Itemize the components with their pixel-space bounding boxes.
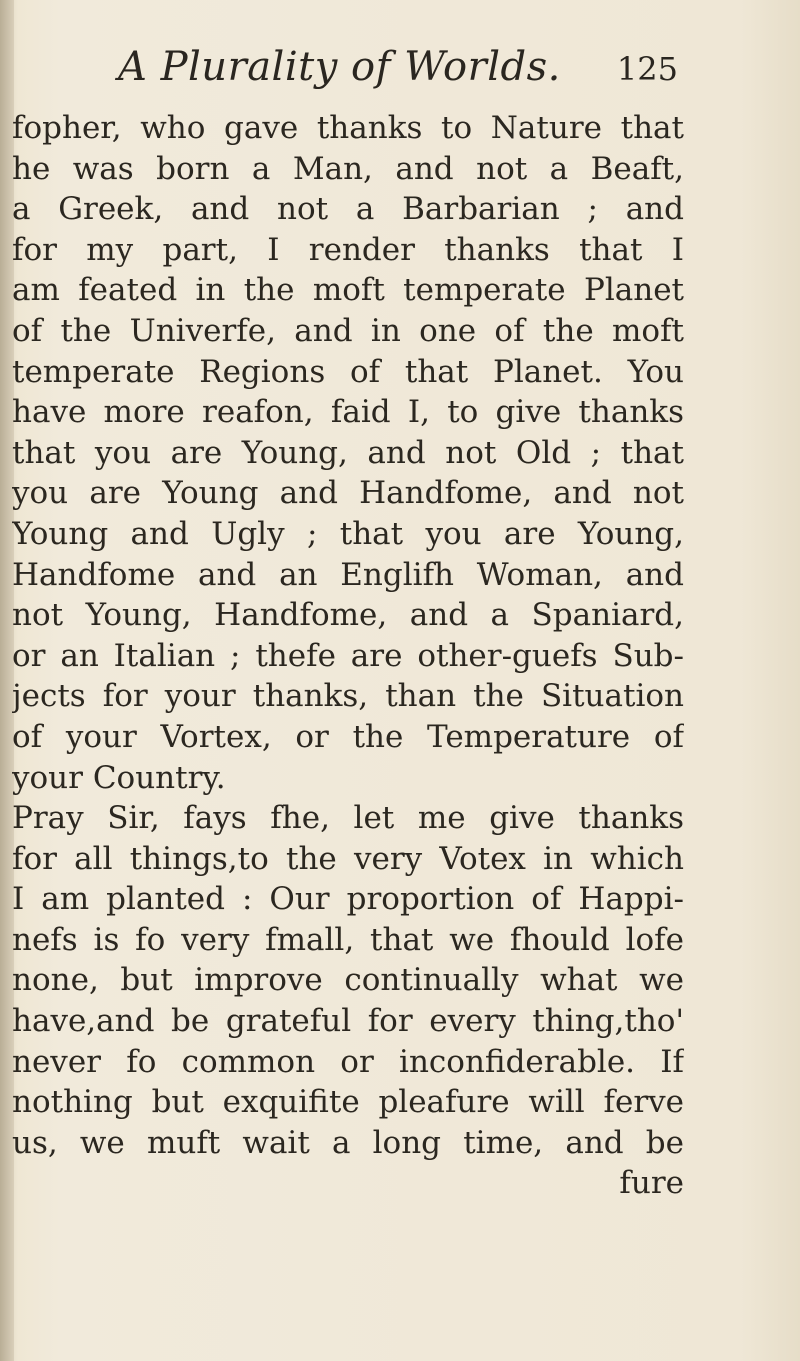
text-line: for my part, I render thanks that I (12, 231, 684, 268)
text-line: us, we muft wait a long time, and be (12, 1124, 684, 1161)
text-line: fopher, who gave thanks to Nature that (12, 110, 684, 146)
text-line: he was born a Man, and not a Beaft, (12, 150, 684, 187)
text-line: of the Univerfe, and in one of the moft (12, 312, 684, 349)
text-line: am feated in the moft temperate Planet (12, 272, 684, 309)
catchword: fure (619, 1165, 684, 1202)
body-text (12, 108, 684, 1204)
text-line: none, but improve continually what we (12, 962, 684, 999)
text-line: or an Italian ; thefe are other-guefs Sub- (12, 637, 684, 674)
running-title: A Plurality of Worlds. (118, 44, 561, 90)
text-line: Young and Ugly ; that you are Young, (12, 515, 684, 552)
text-line: Handfome and an Englifh Woman, and (12, 556, 684, 593)
text-line: nothing but exquifite pleafure will ferve (12, 1084, 684, 1121)
text-line: you are Young and Handfome, and not (12, 475, 684, 512)
text-line: have,and be grateful for every thing,tho' (12, 1003, 684, 1040)
text-line: temperate Regions of that Planet. You (12, 353, 684, 390)
text-line: Pray Sir, fays fhe, let me give thanks (12, 800, 684, 837)
text-line: never fo common or inconfiderable. If (12, 1043, 684, 1080)
text-line: a Greek, and not a Barbarian ; and (12, 191, 684, 228)
page-header (118, 44, 678, 104)
text-line: not Young, Handfome, and a Spaniard, (12, 597, 684, 634)
text-line: of your Vortex, or the Temperature of (12, 718, 684, 755)
text-line: have more reafon, faid I, to give thanks (12, 394, 684, 431)
text-line: I am planted : Our proportion of Happi- (12, 881, 684, 918)
page-number: 125 (616, 50, 678, 88)
text-line-paragraph-end: your Country. (12, 759, 226, 796)
text-line: jects for your thanks, than the Situation (12, 678, 684, 715)
text-line: nefs is fo very fmall, that we fhould lofe (12, 921, 684, 958)
text-line: for all things,to the very Votex in which (12, 840, 684, 877)
text-line: that you are Young, and not Old ; that (12, 434, 684, 471)
